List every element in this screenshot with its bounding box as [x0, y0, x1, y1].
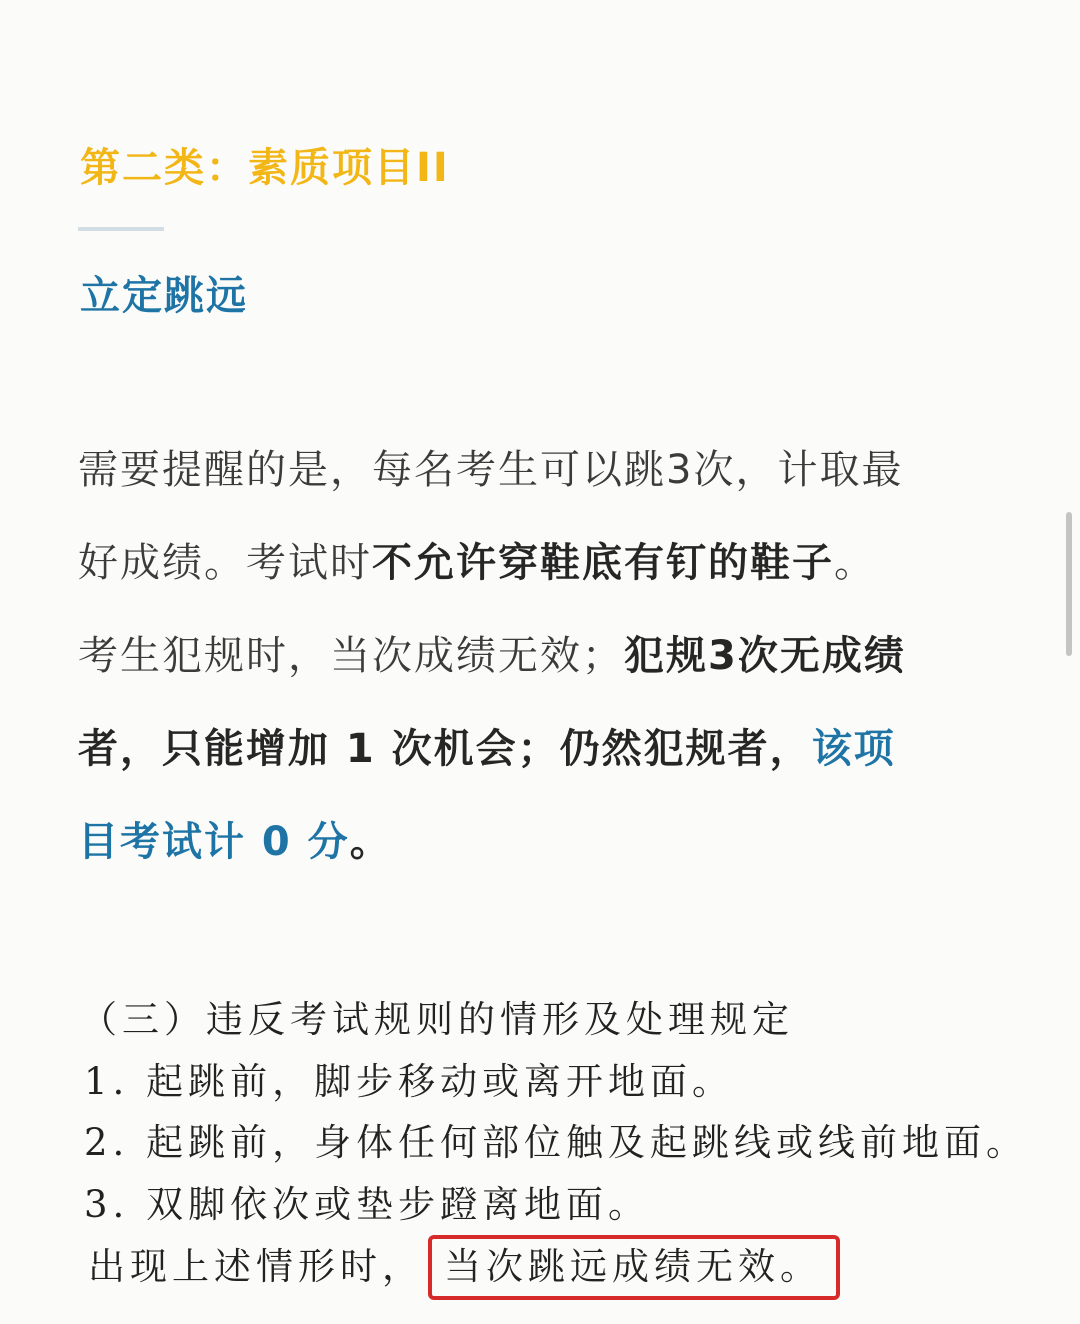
paragraph-text: 。	[349, 819, 392, 865]
bold-text: 者，只能增加 1 次机会；仍然犯规者，	[78, 726, 812, 772]
rules-heading: （三）违反考试规则的情形及处理规定	[80, 998, 794, 1041]
paragraph-text: 。	[834, 540, 876, 586]
blue-bold-text: 目考试计 0 分	[78, 819, 350, 865]
conclusion-prefix: 出现上述情形时，	[88, 1245, 424, 1288]
rule-conclusion	[88, 1245, 840, 1288]
rule-item-1: 1. 起跳前，脚步移动或离开地面。	[84, 1060, 735, 1103]
paragraph-text: 需要提醒的是，每名考生可以跳3次，计取最	[78, 447, 904, 493]
bold-text: 不允许穿鞋底有钉的鞋子	[372, 540, 834, 586]
highlighted-conclusion: 当次跳远成绩无效。	[428, 1235, 840, 1300]
paragraph-line-3	[78, 633, 906, 679]
rule-item-2: 2. 起跳前，身体任何部位触及起跳线或线前地面。	[84, 1121, 1029, 1164]
paragraph-line-1	[78, 447, 904, 493]
sub-heading: 立定跳远	[80, 273, 248, 319]
paragraph-text: 考生犯规时，当次成绩无效；	[78, 633, 624, 679]
paragraph-text: 好成绩。考试时	[78, 540, 372, 586]
paragraph-line-4	[78, 726, 896, 772]
section-heading: 第二类：素质项目II	[80, 145, 450, 191]
bold-text: 犯规3次无成绩	[624, 633, 906, 679]
rule-item-3: 3. 双脚依次或垫步蹬离地面。	[84, 1183, 651, 1226]
blue-bold-text: 该项	[811, 726, 896, 772]
scrollbar[interactable]	[1066, 512, 1072, 656]
paragraph-line-2	[78, 540, 876, 586]
heading-divider	[78, 227, 164, 231]
paragraph-line-5	[78, 819, 392, 865]
